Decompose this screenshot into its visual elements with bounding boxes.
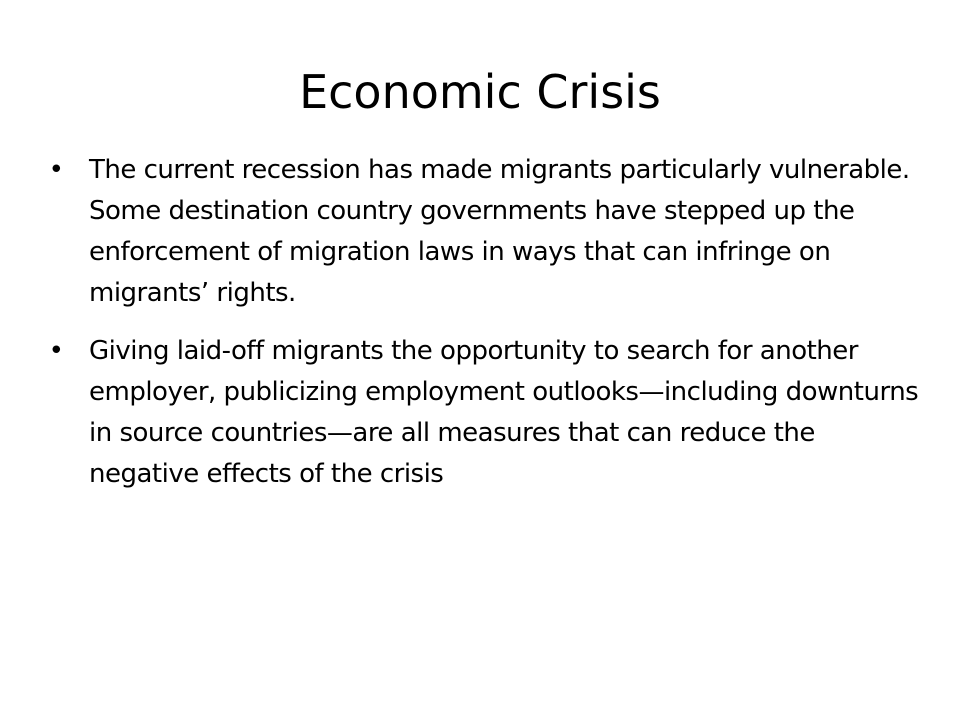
bullet-item-measures: [46, 331, 926, 495]
bullet-list: [46, 150, 926, 512]
bullet-item-recession: [46, 150, 926, 314]
bullet-text: The current recession has made migrants particularly vulnerable. Some destination country governments have stepped up the enforcement of migration laws in ways that can infringe on migrants’ rights.: [89, 155, 910, 308]
bullet-text: Giving laid-off migrants the opportunity to search for another employer, publicizing employment outlooks—including downturns in source countries—are all measures that can reduce the negative effects of the crisis: [89, 336, 919, 489]
bullet-dot-icon: •: [48, 336, 64, 366]
bullet-dot-icon: •: [48, 155, 64, 185]
slide-title: Economic Crisis: [299, 65, 661, 119]
